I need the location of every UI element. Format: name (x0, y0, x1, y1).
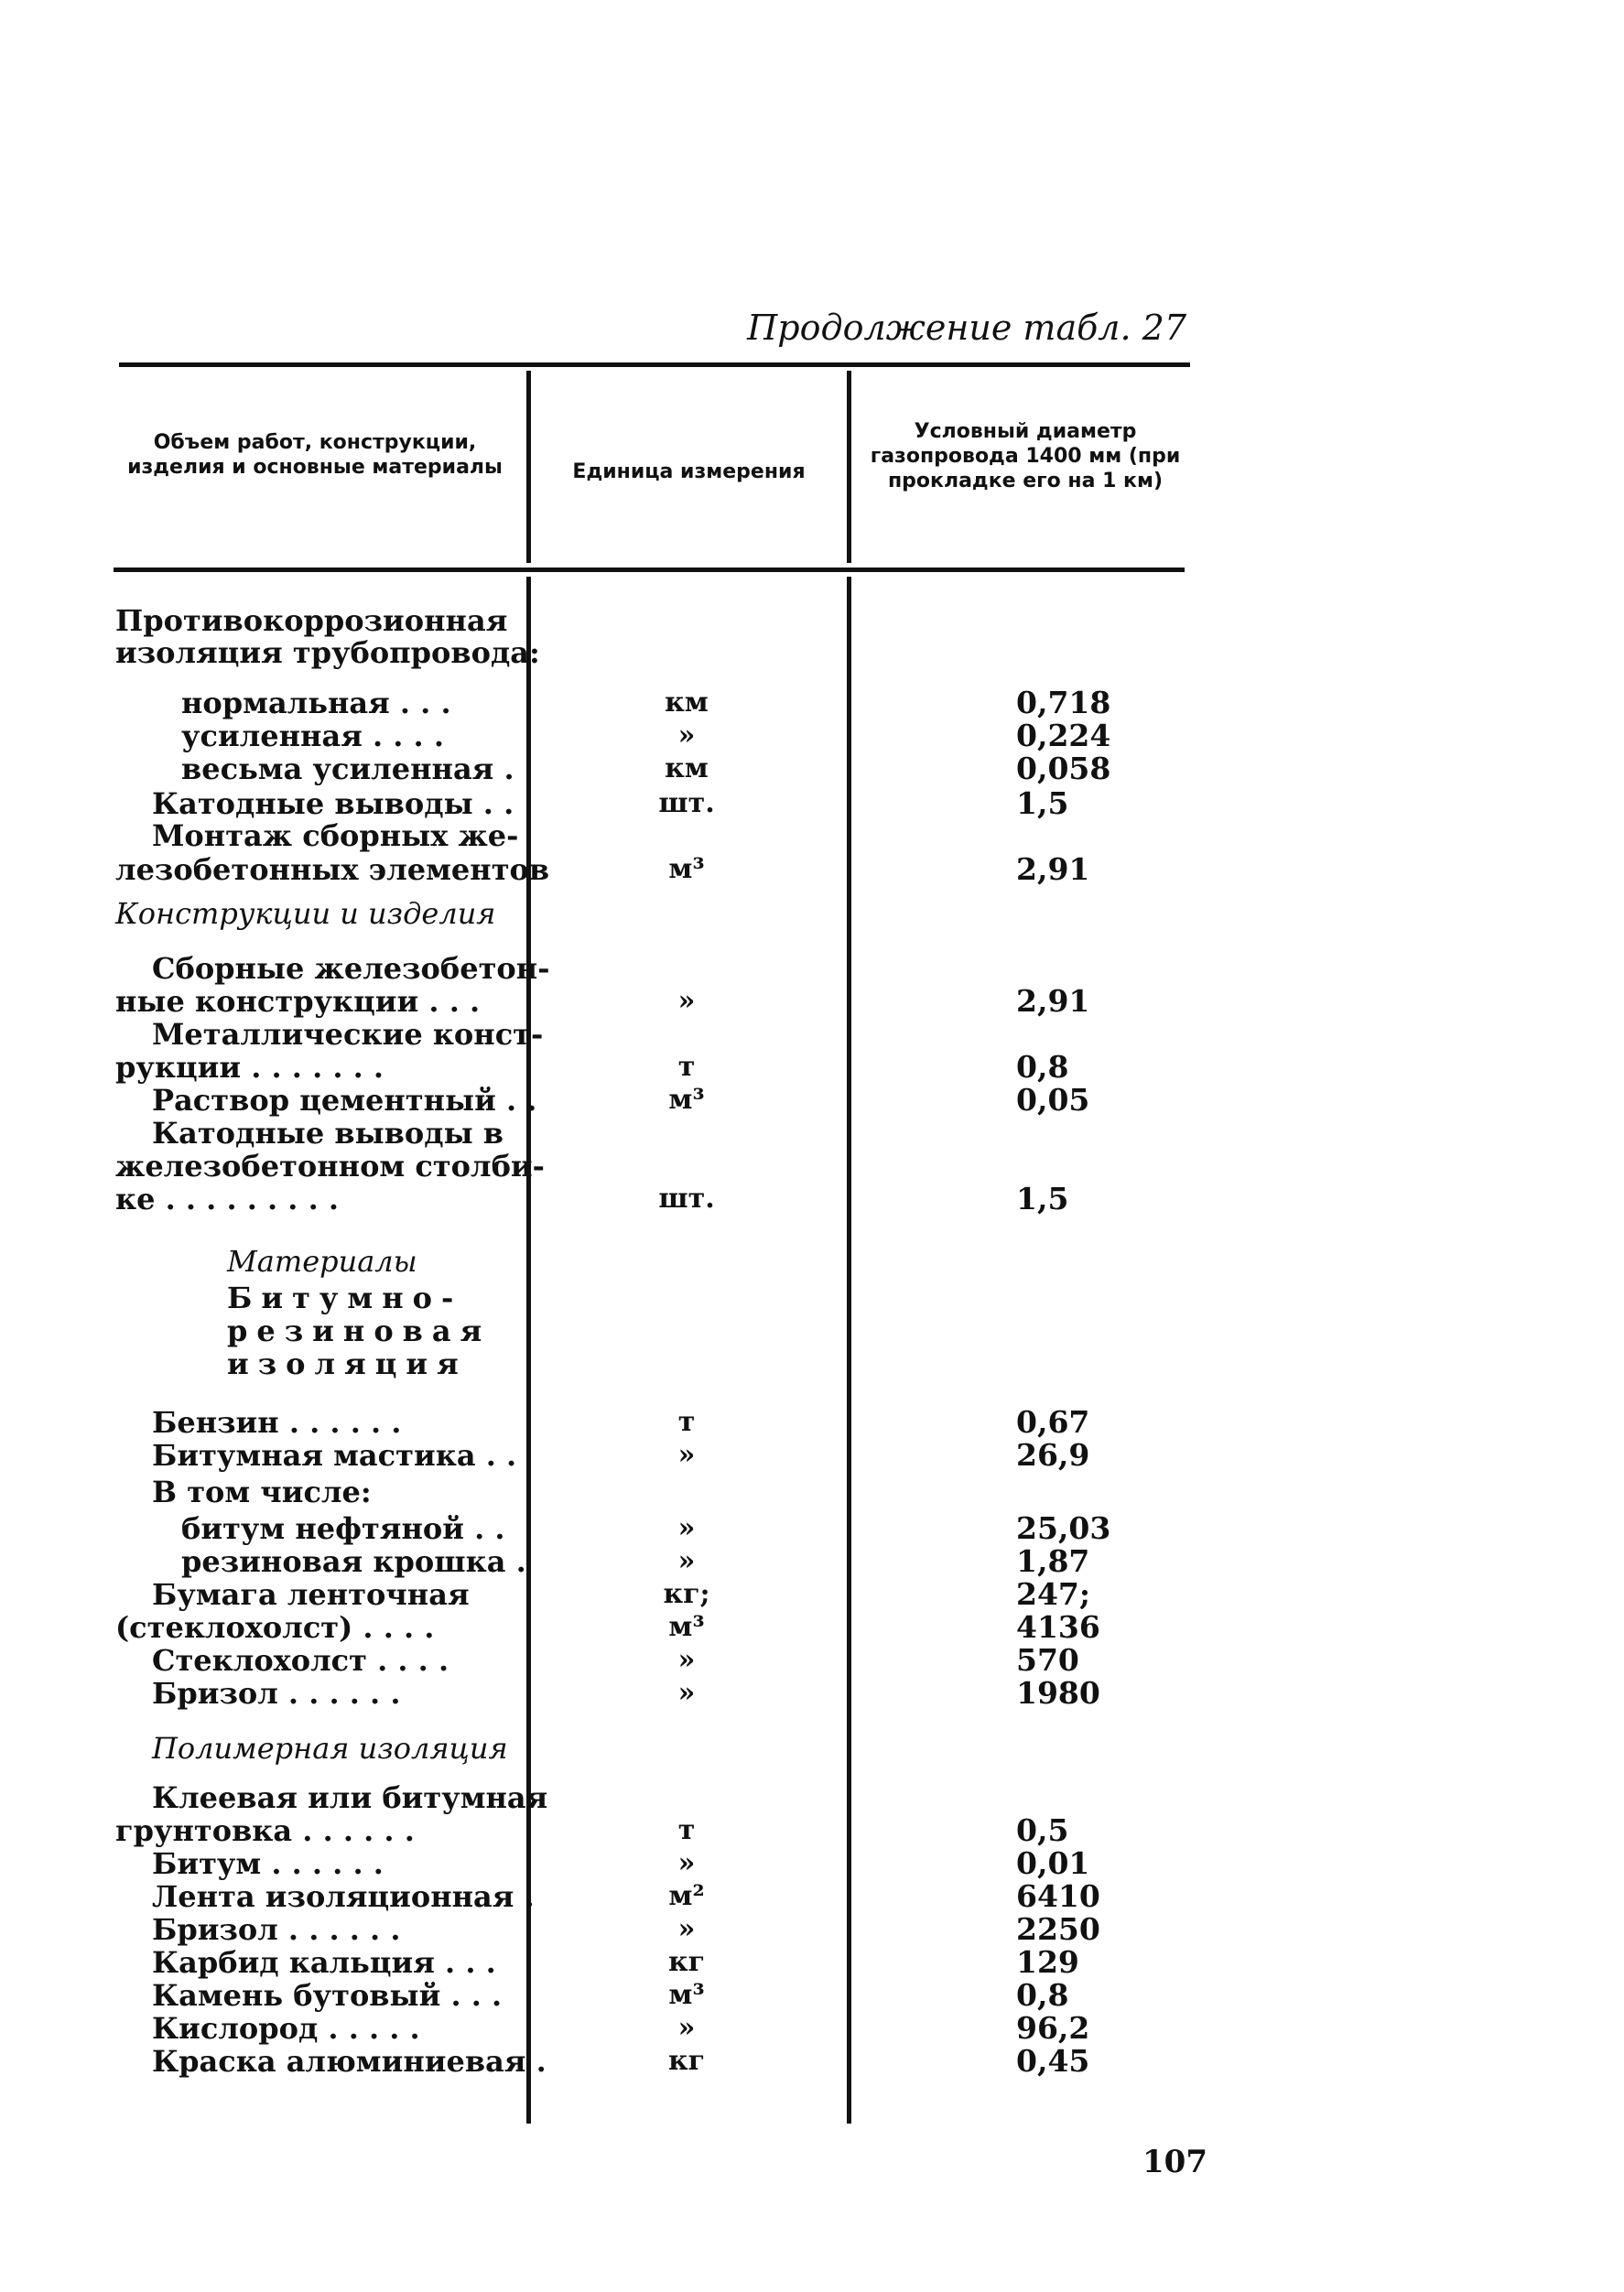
row-value: 1,5 (1016, 1181, 1069, 1216)
row-value: 2250 (1016, 1911, 1100, 1947)
row-unit: » (677, 1545, 696, 1577)
header-top-rule (119, 362, 1190, 367)
row-value: 0,718 (1016, 685, 1111, 720)
row-value: 6410 (1016, 1878, 1100, 1914)
row-label: ные конструкции . . . (115, 984, 481, 1019)
row-value: 129 (1016, 1944, 1079, 1980)
row-unit: » (677, 1913, 696, 1945)
row-label: Материалы (227, 1244, 417, 1279)
column-divider-2-body (847, 577, 851, 2124)
row-unit: м³ (668, 853, 705, 885)
row-value: 0,01 (1016, 1845, 1090, 1881)
row-value: 26,9 (1016, 1437, 1090, 1473)
row-value: 247; (1016, 1576, 1091, 1612)
header-diameter: Условный диаметр газопровода 1400 мм (при прокладке его на 1 км) (870, 420, 1181, 492)
page-number: 107 (1142, 2144, 1207, 2180)
column-divider-1 (526, 371, 531, 563)
row-label: Кислород . . . . . (152, 2011, 420, 2046)
header-work-volume: Объем работ, конструкции, изделия и основные материалы (127, 431, 503, 479)
row-unit: кг (667, 2045, 706, 2077)
row-value: 0,058 (1016, 751, 1111, 786)
row-label: Камень бутовый . . . (152, 1978, 503, 2013)
row-unit: » (677, 1512, 696, 1544)
row-unit: т (677, 1814, 696, 1846)
row-value: 1,87 (1016, 1543, 1090, 1579)
row-label: Стеклохолст . . . . (152, 1643, 449, 1678)
row-label: Клеевая или битумная (152, 1780, 548, 1815)
row-label: Катодные выводы в (152, 1116, 504, 1151)
row-value: 2,91 (1016, 851, 1090, 887)
row-unit: » (677, 985, 696, 1017)
row-label: битум нефтяной . . (181, 1511, 505, 1546)
row-value: 96,2 (1016, 2010, 1090, 2046)
row-label: Бумага ленточная (152, 1577, 470, 1612)
row-unit: м³ (668, 1979, 705, 2011)
row-label: Бензин . . . . . . (152, 1405, 402, 1440)
row-label: Металлические конст- (152, 1017, 544, 1052)
row-unit: т (677, 1406, 696, 1438)
row-unit: кг (667, 1946, 706, 1978)
row-value: 0,67 (1016, 1404, 1090, 1440)
row-unit: м² (668, 1880, 705, 1912)
row-label: резиновая (227, 1314, 492, 1348)
row-label: Бризол . . . . . . (152, 1676, 401, 1711)
header-bottom-rule (114, 568, 1185, 572)
row-label: весьма усиленная . (181, 751, 514, 786)
row-label: Конструкции и изделия (115, 896, 496, 931)
row-label: Полимерная изоляция (152, 1731, 508, 1766)
row-label: изоляция трубопровода: (115, 635, 540, 670)
row-unit: » (677, 719, 696, 751)
row-value: 2,91 (1016, 983, 1090, 1019)
row-unit: » (677, 2012, 696, 2044)
row-unit: » (677, 1439, 696, 1471)
row-label: изоляция (227, 1346, 468, 1381)
row-unit: м³ (668, 1084, 705, 1116)
row-value: 0,8 (1016, 1049, 1069, 1085)
row-label: резиновая крошка . (181, 1544, 526, 1579)
row-value: 0,5 (1016, 1812, 1069, 1848)
row-value: 0,8 (1016, 1977, 1069, 2013)
row-value: 0,05 (1016, 1082, 1090, 1118)
row-label: Битум . . . . . . (152, 1846, 384, 1881)
row-label: Бризол . . . . . . (152, 1912, 401, 1947)
row-label: ке . . . . . . . . . (115, 1182, 339, 1216)
row-label: Противокоррозионная (115, 603, 508, 638)
row-value: 1,5 (1016, 785, 1069, 821)
row-value: 0,45 (1016, 2043, 1090, 2079)
row-label: Монтаж сборных же- (152, 818, 519, 853)
row-label: (стеклохолст) . . . . (115, 1610, 435, 1645)
row-value: 4136 (1016, 1609, 1100, 1645)
column-divider-2 (847, 371, 851, 563)
row-label: усиленная . . . . (181, 719, 444, 753)
row-unit: км (665, 687, 709, 719)
row-label: лезобетонных элементов (115, 852, 550, 887)
row-unit: т (677, 1051, 696, 1083)
row-unit: шт. (658, 787, 715, 819)
table-caption: Продолжение табл. 27 (747, 308, 1186, 348)
row-unit: м³ (668, 1611, 705, 1643)
row-unit: » (677, 1847, 696, 1879)
row-label: Лента изоляционная . (152, 1879, 535, 1914)
row-label: Битумная мастика . . (152, 1438, 517, 1473)
row-value: 1980 (1016, 1675, 1100, 1711)
row-unit: км (665, 752, 709, 784)
row-unit: » (677, 1644, 696, 1676)
row-label: Карбид кальция . . . (152, 1945, 496, 1980)
row-label: В том числе: (152, 1475, 372, 1509)
row-value: 570 (1016, 1642, 1079, 1678)
row-label: Сборные железобетон- (152, 951, 550, 986)
row-label: железобетонном столби- (115, 1149, 545, 1184)
row-label: рукции . . . . . . . (115, 1050, 384, 1085)
row-unit: » (677, 1677, 696, 1709)
header-unit: Единица измерения (572, 460, 806, 483)
row-label: грунтовка . . . . . . (115, 1813, 415, 1848)
row-label: Раствор цементный . . (152, 1083, 537, 1118)
row-label: нормальная . . . (181, 686, 451, 720)
row-label: Битумно- (227, 1281, 463, 1315)
row-value: 25,03 (1016, 1510, 1111, 1546)
row-label: Катодные выводы . . (152, 786, 514, 821)
row-unit: кг; (663, 1578, 710, 1610)
row-unit: шт. (658, 1183, 715, 1215)
row-value: 0,224 (1016, 718, 1111, 753)
row-label: Краска алюминиевая . (152, 2044, 547, 2079)
